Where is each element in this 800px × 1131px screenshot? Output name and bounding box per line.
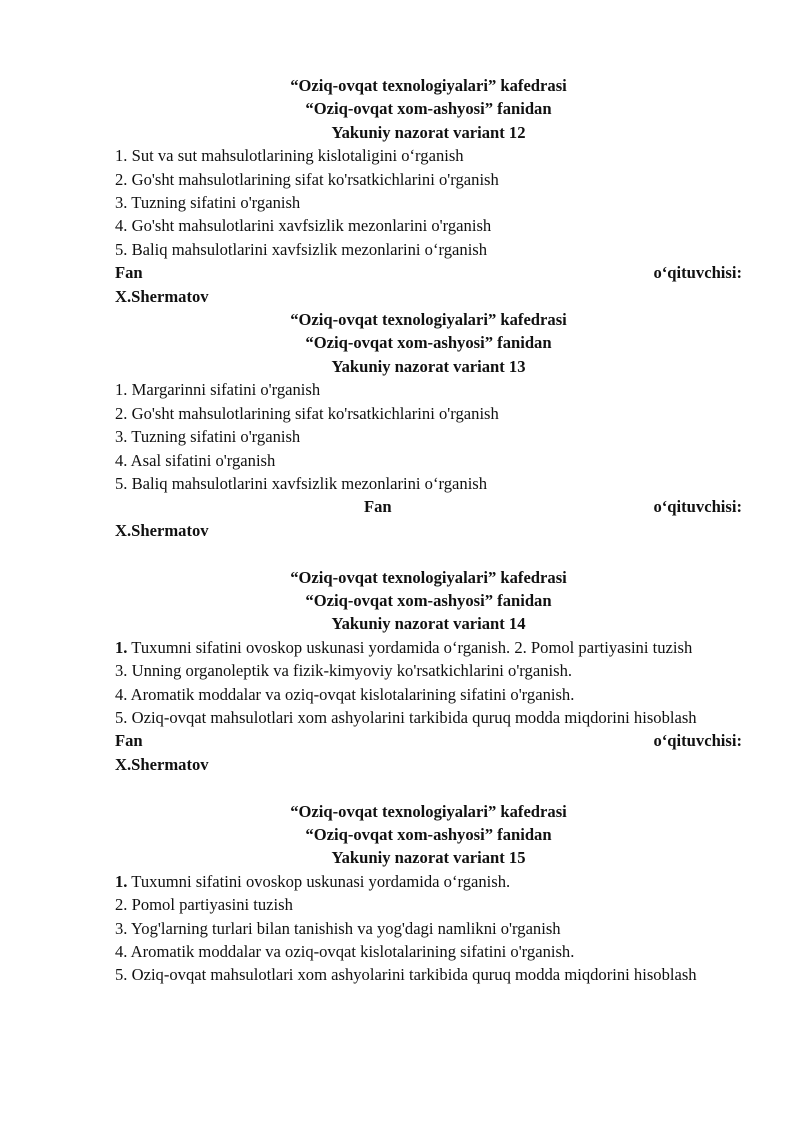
list-item: 2. Go'sht mahsulotlarining sifat ko'rsatkichlarini o'rganish — [115, 169, 499, 189]
teacher-name: X.Shermatov — [115, 754, 209, 774]
list-item: 5. Oziq-ovqat mahsulotlari xom ashyolarini tarkibida quruq modda miqdorini hisoblash — [115, 707, 697, 727]
list-item — [115, 636, 742, 659]
department-title: “Oziq-ovqat texnologiyalari” kafedrasi — [290, 567, 567, 587]
teacher-name: X.Shermatov — [115, 520, 209, 540]
teacher-label: o‘qituvchisi: — [653, 263, 742, 283]
department-title: “Oziq-ovqat texnologiyalari” kafedrasi — [290, 310, 567, 330]
list-item: 4. Go'sht mahsulotlarini xavfsizlik mezonlarini o'rganish — [115, 216, 492, 236]
list-item: 1. Sut va sut mahsulotlarining kislotaligini o‘rganish — [115, 146, 464, 166]
item-text: Tuxumni sifatini ovoskop uskunasi yordamida o‘rganish. — [127, 871, 511, 891]
signature-line — [115, 261, 742, 284]
item-text: Tuxumni sifatini ovoskop uskunasi yordamida o‘rganish. 2. Pomol partiyasini tuzish — [127, 637, 693, 657]
subject-title: “Oziq-ovqat xom-ashyosi” fanidan — [305, 99, 552, 119]
document-page — [115, 74, 742, 987]
fan-label: Fan — [115, 263, 143, 283]
list-item: 4. Aromatik moddalar va oziq-ovqat kislotalarining sifatini o'rganish. — [115, 942, 575, 961]
variant-12 — [115, 74, 742, 308]
list-item: 5. Baliq mahsulotlarini xavfsizlik mezonlarini o‘rganish — [115, 239, 488, 259]
item-number: 1. — [115, 871, 128, 891]
list-item: 4. Aromatik moddalar va oziq-ovqat kislotalarining sifatini o'rganish. — [115, 684, 575, 704]
teacher-name: X.Shermatov — [115, 286, 209, 306]
teacher-label: o‘qituvchisi: — [653, 731, 742, 751]
item-number: 1. — [115, 637, 128, 657]
teacher-label: o‘qituvchisi: — [653, 497, 742, 517]
list-item: 3. Tuzning sifatini o'rganish — [115, 427, 301, 447]
variant-13 — [115, 308, 742, 542]
list-item — [115, 870, 742, 893]
subject-title: “Oziq-ovqat xom-ashyosi” fanidan — [305, 590, 552, 610]
variant-title: Yakuniy nazorat variant 15 — [331, 848, 526, 868]
list-item: 2. Go'sht mahsulotlarining sifat ko'rsatkichlarini o'rganish — [115, 403, 499, 423]
variant-title: Yakuniy nazorat variant 14 — [331, 614, 526, 634]
fan-label: Fan — [115, 731, 143, 751]
variant-15 — [115, 800, 742, 987]
variant-title: Yakuniy nazorat variant 12 — [331, 122, 526, 142]
subject-title: “Oziq-ovqat xom-ashyosi” fanidan — [305, 824, 552, 844]
signature-line — [115, 729, 742, 752]
signature-line — [115, 495, 742, 518]
list-item: 3. Tuzning sifatini o'rganish — [115, 193, 301, 213]
department-title: “Oziq-ovqat texnologiyalari” kafedrasi — [290, 801, 567, 821]
list-item: 1. Margarinni sifatini o'rganish — [115, 380, 321, 400]
list-item: 3. Unning organoleptik va fizik-kimyoviy ko'rsatkichlarini o'rganish. — [115, 661, 573, 681]
variant-14 — [115, 566, 742, 777]
variant-title: Yakuniy nazorat variant 13 — [331, 356, 526, 376]
list-item: 3. Yog'larning turlari bilan tanishish va yog'dagi namlikni o'rganish — [115, 918, 561, 938]
fan-label: Fan — [364, 497, 392, 517]
list-item: 5. Baliq mahsulotlarini xavfsizlik mezonlarini o‘rganish — [115, 473, 488, 493]
department-title: “Oziq-ovqat texnologiyalari” kafedrasi — [290, 76, 567, 95]
blank-line — [115, 776, 742, 799]
list-item: 2. Pomol partiyasini tuzish — [115, 895, 293, 915]
blank-line — [115, 542, 742, 565]
list-item: 4. Asal sifatini o'rganish — [115, 450, 276, 470]
subject-title: “Oziq-ovqat xom-ashyosi” fanidan — [305, 333, 552, 353]
list-item: 5. Oziq-ovqat mahsulotlari xom ashyolarini tarkibida quruq modda miqdorini hisoblash — [115, 965, 697, 985]
